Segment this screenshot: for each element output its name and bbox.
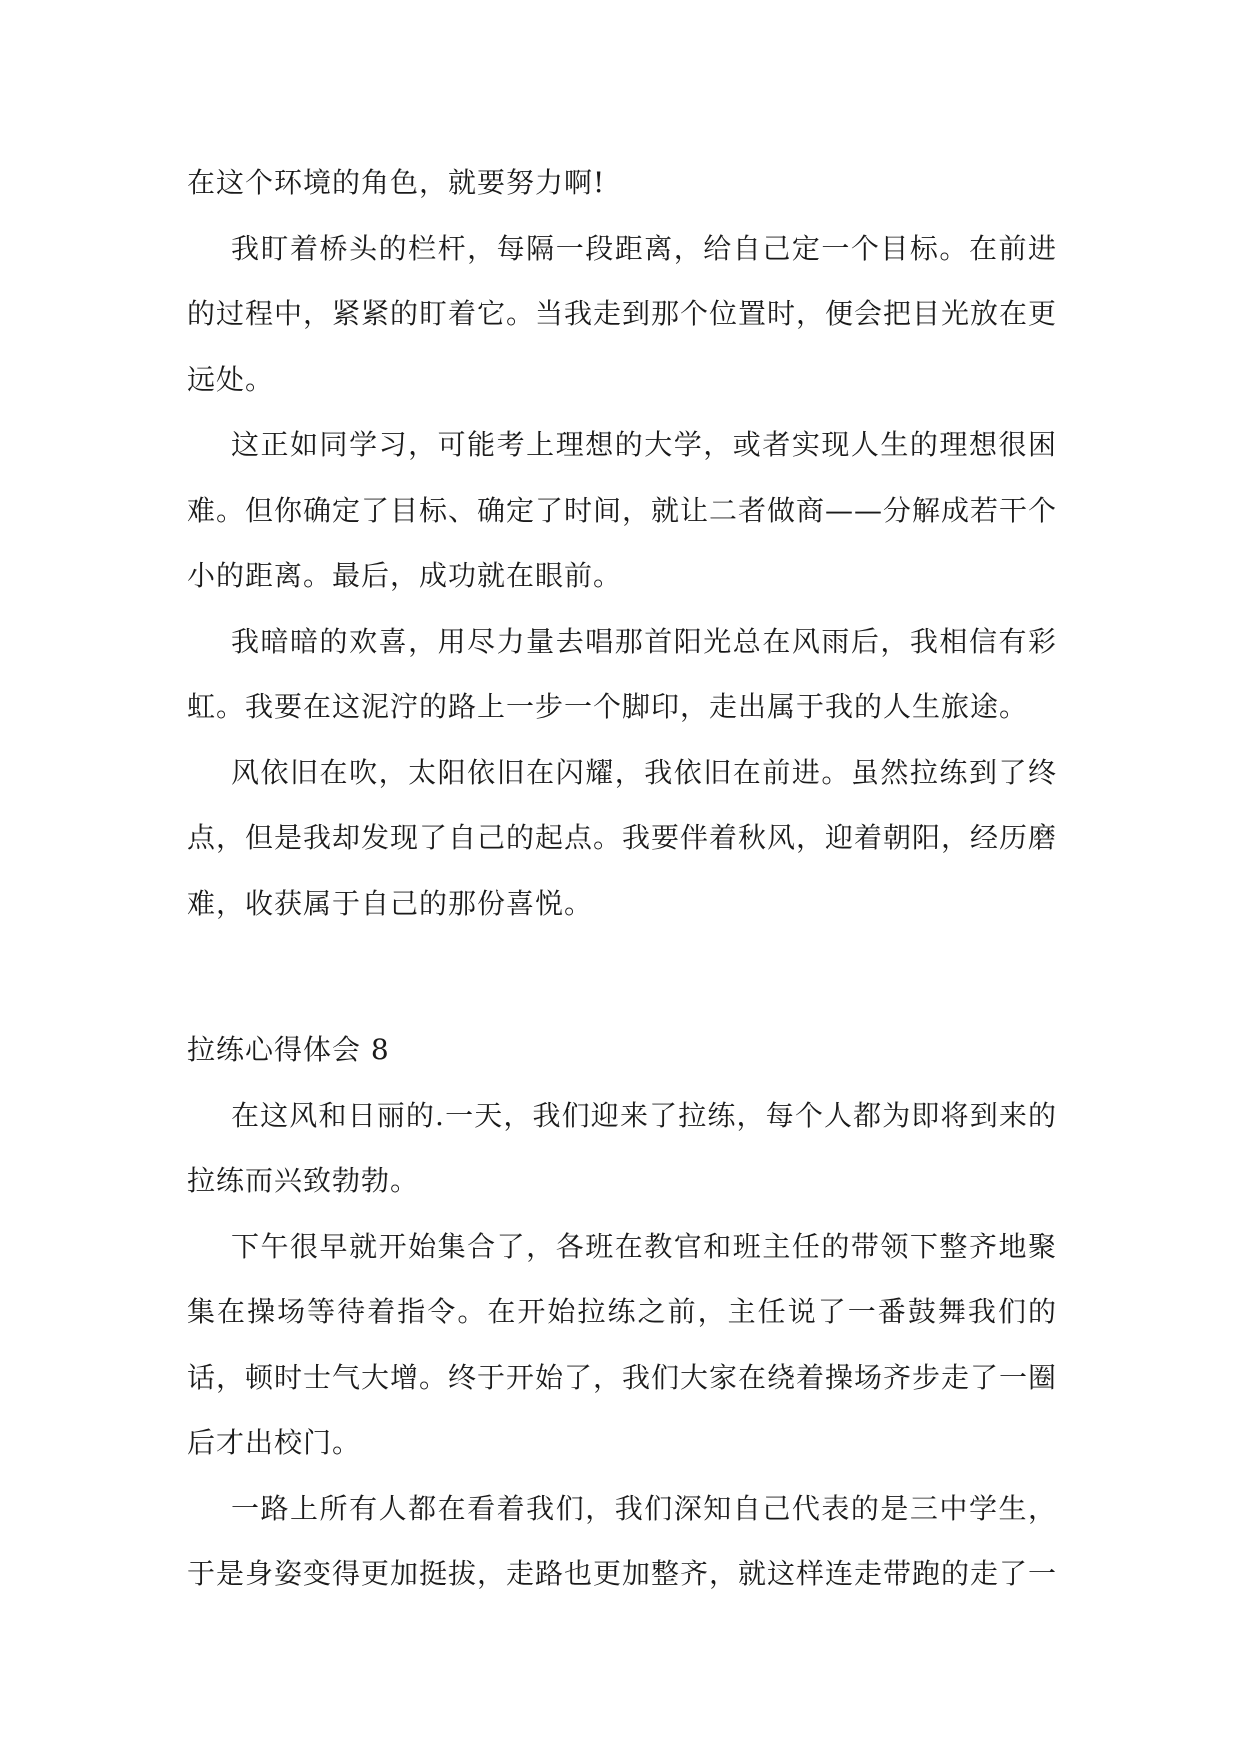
paragraph: 下午很早就开始集合了，各班在教官和班主任的带领下整齐地聚集在操场等待着指令。在开始拉练之前，主任说了一番鼓舞我们的话，顿时士气大增。终于开始了，我们大家在绕着操场齐步走了一圈后才出校门。 bbox=[187, 1229, 1058, 1459]
paragraph: 风依旧在吹，太阳依旧在闪耀，我依旧在前进。虽然拉练到了终点，但是我却发现了自己的起点。我要伴着秋风，迎着朝阳，经历磨难，收获属于自己的那份喜悦。 bbox=[187, 755, 1058, 920]
paragraph: 这正如同学习，可能考上理想的大学，或者实现人生的理想很困难。但你确定了目标、确定了时间，就让二者做商——分解成若干个小的距离。最后，成功就在眼前。 bbox=[187, 428, 1058, 592]
continuation-paragraph: 在这个环境的角色，就要努力啊! bbox=[187, 166, 606, 199]
paragraph: 一路上所有人都在看着我们，我们深知自己代表的是三中学生，于是身姿变得更加挺拔，走路也更加整齐，就这样连走带跑的走了一 bbox=[187, 1491, 1058, 1590]
paragraph: 我暗暗的欢喜，用尽力量去唱那首阳光总在风雨后，我相信有彩虹。我要在这泥泞的路上一步一个脚印，走出属于我的人生旅途。 bbox=[187, 624, 1057, 723]
text-block-upper bbox=[187, 150, 1057, 936]
paragraph: 我盯着桥头的栏杆，每隔一段距离，给自己定一个目标。在前进的过程中，紧紧的盯着它。当我走到那个位置时，便会把目光放在更远处。 bbox=[187, 231, 1058, 396]
paragraph: 在这风和日丽的.一天，我们迎来了拉练，每个人都为即将到来的拉练而兴致勃勃。 bbox=[187, 1098, 1057, 1197]
section-title: 拉练心得体会 8 bbox=[187, 1033, 390, 1066]
text-block-lower bbox=[187, 1017, 1057, 1607]
